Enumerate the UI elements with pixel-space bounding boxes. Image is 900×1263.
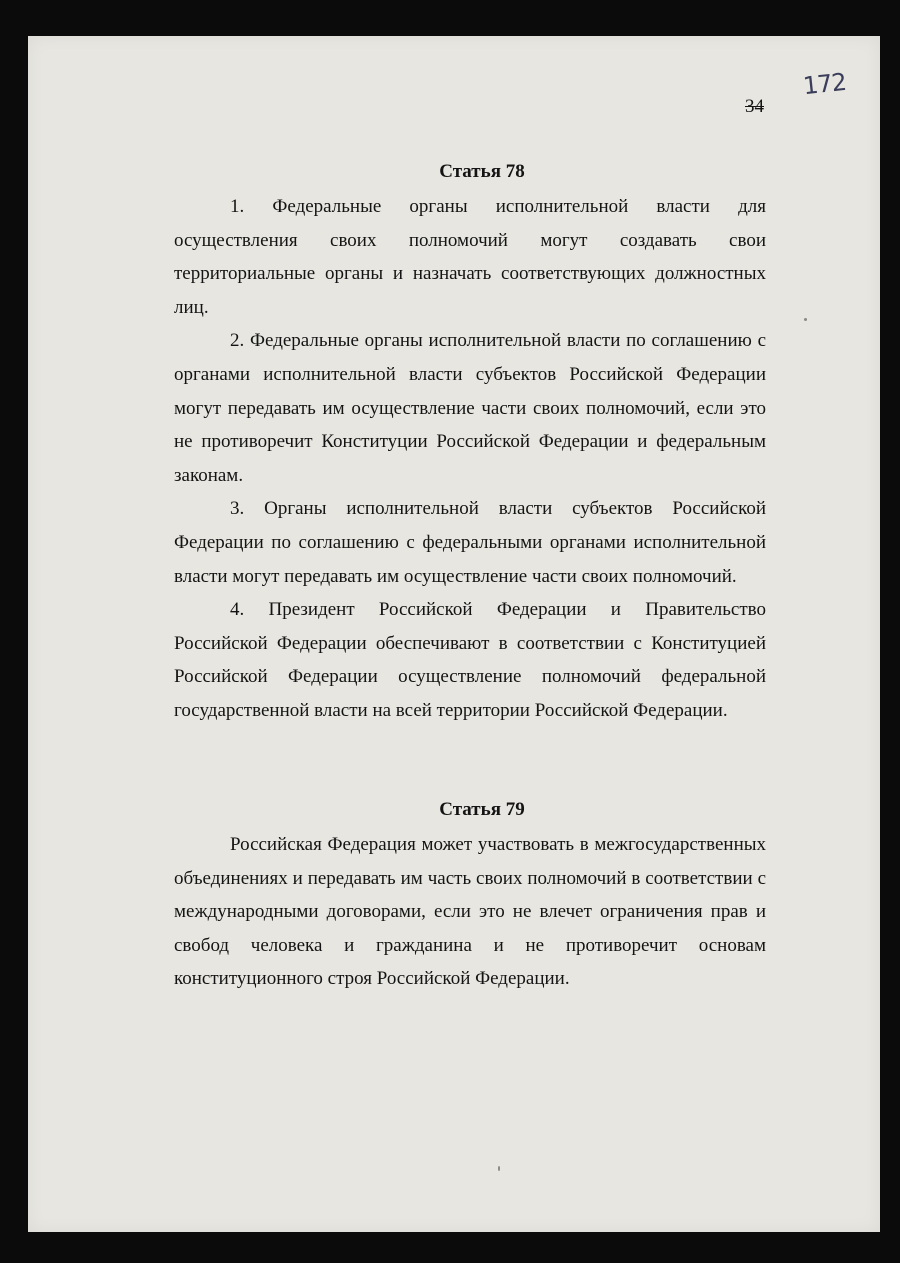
article-78-paragraph-4: 4. Президент Российской Федерации и Правительство Российской Федерации обеспечивают в соответствии с Конституцией Российской Федерации осуществление полномочий федеральной государственной власти на всей территории Российской Федерации. [174,599,766,721]
article-78-paragraph-3: 3. Органы исполнительной власти субъектов Российской Федерации по соглашению с федеральными органами исполнительной власти могут передавать им осуществление части своих полномочий. [174,498,766,587]
article-78-paragraph-2: 2. Федеральные органы исполнительной власти по соглашению с органами исполнительной власти субъектов Российской Федерации могут передавать им осуществление части своих полномочий, если это не противоречит Конституции Российской Федерации и федеральным законам. [174,330,766,486]
article-79-paragraph-1: Российская Федерация может участвовать в межгосударственных объединениях и передавать им часть своих полномочий в соответствии с международными договорами, если это не влечет ограничения прав и свобод человека и гражданина и не противоречит основам конституционного строя Российской Федерации. [174,834,766,990]
article-79-heading: Статья 79 [439,799,525,820]
article-78-paragraph-1: 1. Федеральные органы исполнительной власти для осуществления своих полномочий могут создавать свои территориальные органы и назначать соответствующих должностных лиц. [174,196,766,318]
page-number: 34 [745,96,764,117]
paper-speck [804,318,807,321]
article-78 [174,158,766,728]
article-78-heading: Статья 78 [439,161,525,182]
handwritten-archive-number: 172 [801,67,848,101]
paper-speck [498,1166,500,1171]
article-79 [174,796,766,996]
